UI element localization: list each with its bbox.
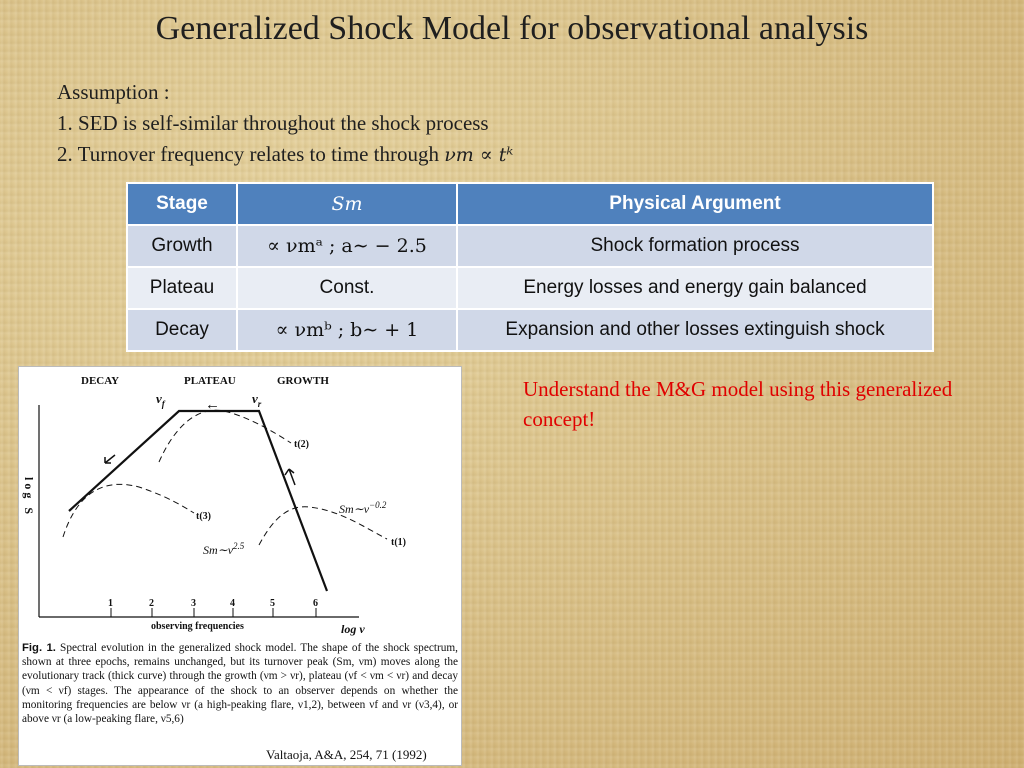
header-sm: Sm (237, 183, 457, 225)
label-plateau: PLATEAU (184, 375, 236, 387)
assumption-2-text: 2. Turnover frequency relates to time through (57, 142, 445, 166)
shock-model-figure (18, 366, 462, 766)
spectrum-t2 (159, 410, 291, 462)
table-header-row (127, 183, 933, 225)
x-sublabel: observing frequencies (151, 621, 244, 632)
sm-label-1: $Sm\sim\nu^{-0.2}$ (339, 500, 387, 516)
assumption-1: 1. SED is self-similar throughout the shock process (57, 111, 489, 135)
table-row (127, 225, 933, 267)
table-row (127, 309, 933, 351)
cell-stage: Plateau (127, 267, 237, 309)
x-tick-3: 3 (191, 598, 196, 609)
header-argument: Physical Argument (457, 183, 933, 225)
table-row (127, 267, 933, 309)
cell-argument: Expansion and other losses extinguish shock (457, 309, 933, 351)
note-text: Understand the M&G model using this generalized concept! (523, 377, 953, 431)
evolutionary-track (69, 411, 327, 591)
label-nu-f: $\nu_f$ (156, 391, 165, 409)
sm-label-2: $Sm\sim\nu^{2.5}$ (203, 541, 245, 557)
decay-arrow (105, 455, 115, 463)
assumption-heading: Assumption : (57, 80, 170, 104)
curve-label-t2: t(2) (294, 439, 309, 450)
x-tick-6: 6 (313, 598, 318, 609)
curve-label-t1: t(1) (391, 537, 406, 548)
cell-argument: Energy losses and energy gain balanced (457, 267, 933, 309)
x-axis-label: log ν (341, 622, 365, 636)
cell-stage: Growth (127, 225, 237, 267)
x-tick-2: 2 (149, 598, 154, 609)
cell-sm: Const. (237, 267, 457, 309)
y-axis-label: log S (22, 477, 36, 518)
stage-table (126, 182, 934, 352)
slide-title: Generalized Shock Model for observational analysis (155, 10, 869, 47)
header-stage: Stage (127, 183, 237, 225)
assumption-2 (57, 139, 513, 171)
spectrum-t3 (63, 484, 194, 537)
cell-stage: Decay (127, 309, 237, 351)
x-tick-5: 5 (270, 598, 275, 609)
plateau-arrow: ← (205, 397, 220, 413)
x-tick-marks (111, 608, 316, 617)
label-decay: DECAY (81, 375, 120, 387)
cell-argument: Shock formation process (457, 225, 933, 267)
cell-sm: ∝ νmᵃ ; a∼ − 2.5 (237, 225, 457, 267)
label-growth: GROWTH (277, 375, 329, 387)
assumptions (57, 77, 513, 171)
x-tick-1: 1 (108, 598, 113, 609)
cell-sm: ∝ νmᵇ ; b∼ + 1 (237, 309, 457, 351)
figure-caption: Fig. 1. Spectral evolution in the generalized shock model. The shape of the shock spectrum, shown at three epochs, remains unchanged, but its turnover peak (Sm, νm) moves along the evolutionary track (thick curve) through the growth (νm > νr), plateau (νf < νm < νr) and decay (νm < νf) stages. The appearance of the shock to an observer depends on whether the monitoring frequencies are below νr (a high-peaking flare, ν1,2), between νf and νr (ν3,4), or above νr (a low-peaking flare, ν5,6) (22, 642, 459, 726)
x-tick-4: 4 (230, 598, 235, 609)
shock-model-diagram (19, 367, 461, 639)
figure-credit: Valtaoja, A&A, 254, 71 (1992) (263, 746, 430, 764)
assumption-2-math: νm ∝ tᵏ (444, 144, 514, 166)
curve-label-t3: t(3) (196, 511, 211, 522)
label-nu-r: $\nu_r$ (252, 391, 262, 409)
